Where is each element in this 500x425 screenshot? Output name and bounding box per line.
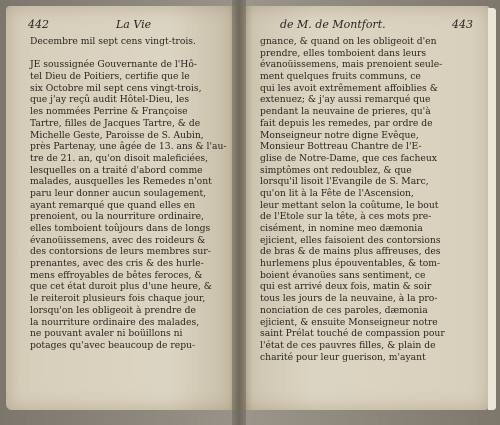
left-page [6, 6, 238, 410]
left-page-line: six Octobre mil sept cens vingt-trois, [30, 82, 202, 94]
left-page-line: ne pouvant avaler ni boüillons ni [30, 328, 183, 340]
left-page-text [30, 36, 226, 352]
left-page-line [30, 48, 226, 60]
left-page-line: ayant remarqué que quand elles en [30, 199, 196, 211]
left-page-line: Tartre, filles de Jacques Tartre, & de [30, 117, 201, 129]
left-page-line: lorsqu'on les obligeoit à prendre de [30, 304, 196, 316]
right-running-head: de M. de Montfort. [280, 18, 386, 31]
right-page-text [260, 36, 478, 363]
right-page-line: fait depuis les remedes, par ordre de [260, 117, 433, 129]
left-page-number: 442 [28, 18, 49, 31]
right-page-line: prendre, elles tomboient dans leurs [260, 47, 427, 59]
left-page-line: des contorsions de leurs membres sur- [30, 246, 211, 258]
right-page-line: lorsqu'il lisoit l'Evangile de S. Marc, [260, 176, 429, 188]
right-page [240, 6, 490, 410]
right-page-line: hurlemens plus épouventables, & tom- [260, 258, 441, 270]
right-page-line: évanoüissemens, mais prenoient seule- [260, 59, 443, 71]
left-page-line: le reiteroit plusieurs fois chaque jour, [30, 293, 206, 305]
right-page-line: pendant la neuvaine de prieres, qu'à [260, 106, 431, 118]
right-page-line: nonciation de ces paroles, dæmonia [260, 304, 428, 316]
right-page-line: ejicient, elles faisoient des contorsions [260, 234, 441, 246]
right-page-line: Monseigneur notre digne Evêque, [260, 129, 419, 141]
left-page-line: lesquelles on a traité d'abord comme [30, 164, 203, 176]
right-page-line: gnance, & quand on les obligeoit d'en [260, 36, 437, 47]
left-page-line: les nommées Perrine & Françoise [30, 106, 188, 118]
right-page-line: de bras & de mains plus affreuses, des [260, 246, 441, 258]
left-page-line: tre de 21. an, qu'on disoit maleficiées, [30, 152, 209, 164]
left-page-line: mens effroyables de bêtes feroces, & [30, 269, 203, 281]
left-page-line: que cet état duroit plus d'une heure, & [30, 281, 212, 293]
right-page-line: qui est arrivé deux fois, matin & soir [260, 281, 432, 293]
left-page-line: près Partenay, une âgée de 13. ans & l'au- [30, 141, 227, 153]
right-page-line: extenuez; & j'ay aussi remarqué que [260, 94, 431, 106]
right-page-line: qui les avoit extrêmement affoiblies & [260, 82, 438, 94]
left-page-line: Decembre mil sept cens vingt-trois. [30, 36, 196, 47]
left-page-line: prenoient, ou la nourriture ordinaire, [30, 211, 204, 223]
right-page-line: simptômes ont redoublez, & que [260, 164, 412, 176]
left-page-line: évanoüissemens, avec des roideurs & [30, 234, 206, 246]
right-page-line: ejicient, & ensuite Monseigneur notre [260, 316, 438, 328]
right-page-line: leur mettant selon la coûtume, le bout [260, 199, 439, 211]
right-page-line: glise de Notre-Dame, que ces facheux [260, 152, 437, 164]
right-page-line: boient évanoües sans sentiment, ce [260, 269, 426, 281]
right-page-line: ment quelques fruits communs, ce [260, 71, 421, 83]
left-page-line: elles tomboient toûjours dans de longs [30, 223, 211, 234]
right-page-number: 443 [452, 18, 473, 31]
left-page-line: paru leur donner aucun soulagement, [30, 187, 207, 199]
left-page-line: Michelle Geste, Paroisse de S. Aubin, [30, 129, 204, 141]
right-page-line: de l'Etole sur la tête, à ces mots pre- [260, 211, 432, 223]
left-page-line: que j'ay reçû audit Hôtel-Dieu, les [30, 94, 190, 106]
right-page-line: Monsieur Bottreau Chantre de l'E- [260, 141, 422, 153]
left-page-line: prenantes, avec des cris & des hurle- [30, 258, 204, 270]
right-page-line: tous les jours de la neuvaine, à la pro- [260, 293, 438, 305]
left-page-line: potages qu'avec beaucoup de repu- [30, 339, 196, 351]
left-running-head: La Vie [116, 18, 152, 31]
left-page-line: la nourriture ordinaire des malades, [30, 316, 200, 328]
left-page-line: tel Dieu de Poitiers, certifie que le [30, 71, 190, 83]
left-page-line: JE soussignée Gouvernante de l'Hô- [30, 59, 197, 71]
page-edge [488, 8, 496, 410]
book-gutter [232, 0, 246, 425]
right-page-line: charité pour leur guerison, m'ayant [260, 351, 426, 363]
right-page-line: qu'on lit à la Fête de l'Ascension, [260, 187, 414, 199]
right-page-line: cisément, in nomine meo dæmonia [260, 223, 423, 234]
left-page-line: malades, ausquelles les Remedes n'ont [30, 176, 212, 188]
right-page-line: l'état de ces pauvres filles, & plain de [260, 339, 436, 351]
right-page-line: saint Prélat touché de compassion pour [260, 328, 445, 340]
